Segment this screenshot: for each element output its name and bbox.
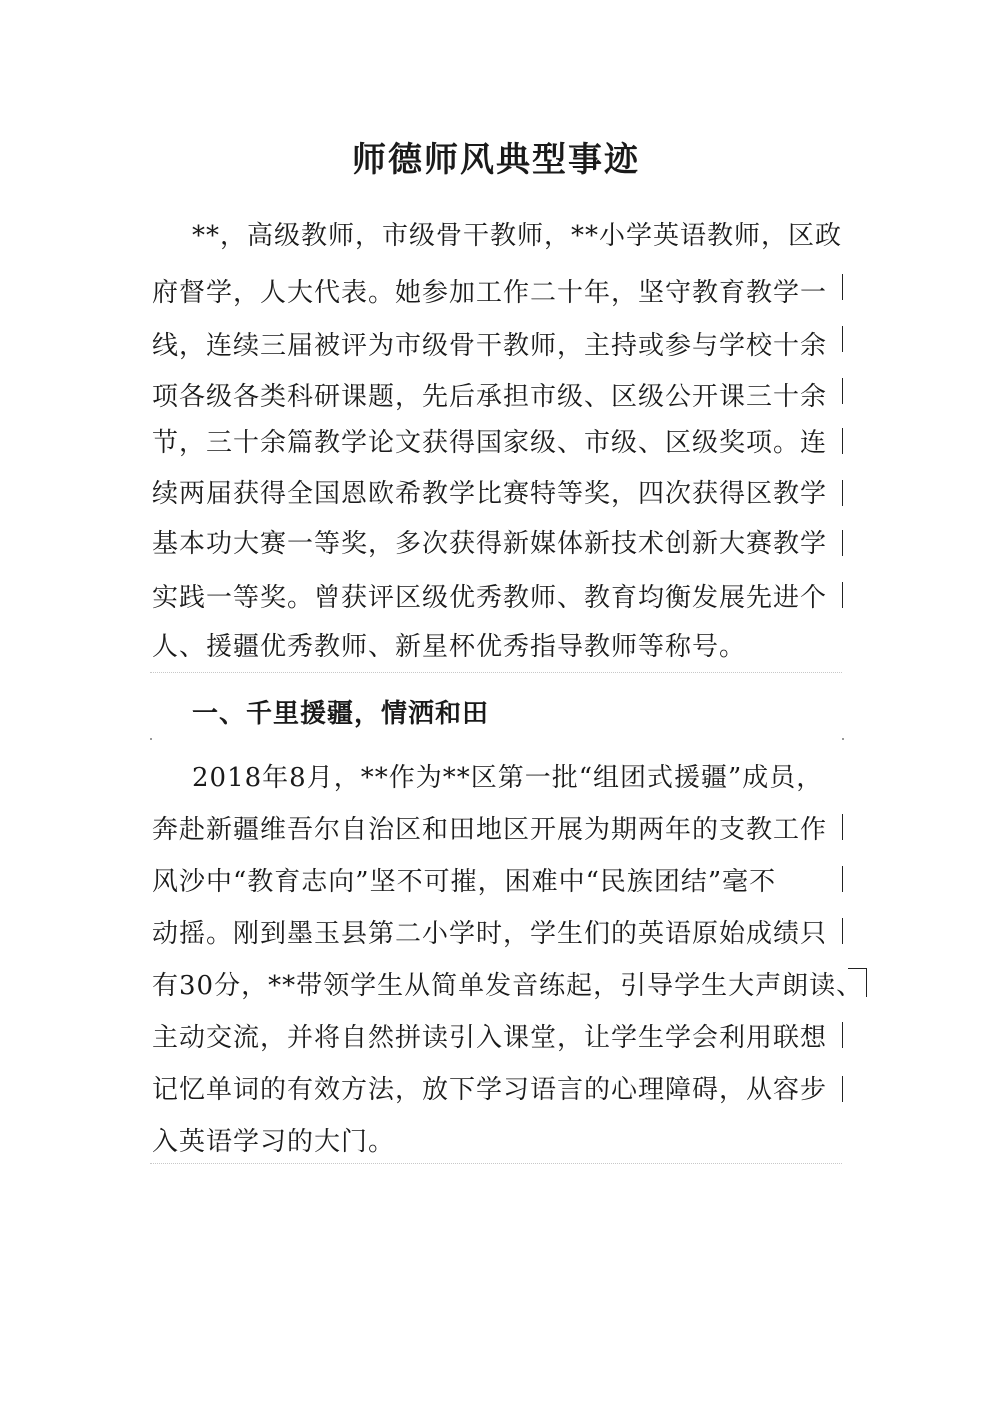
- paragraph-separator: [150, 1163, 842, 1164]
- margin-bar: [842, 814, 843, 840]
- section-line-4: 动摇。刚到墨玉县第二小学时，学生们的英语原始成绩只: [152, 919, 828, 949]
- section-line-5: 有30分，**带领学生从简单发音练起，引导学生大声朗读、: [152, 971, 864, 1001]
- section-line-6: 主动交流，并将自然拼读引入课堂，让学生学会利用联想: [152, 1023, 828, 1053]
- intro-line-1: **，高级教师，市级骨干教师，**小学英语教师，区政: [192, 221, 843, 251]
- intro-line-5: 节，三十余篇教学论文获得国家级、市级、区级奖项。连: [152, 428, 828, 458]
- margin-bar: [842, 866, 843, 892]
- margin-bar: [842, 1022, 843, 1048]
- margin-bar: [842, 1076, 843, 1102]
- section-line-3: 风沙中“教育志向”坚不可摧，困难中“民族团结”毫不: [152, 867, 777, 897]
- margin-bracket: [848, 968, 867, 997]
- margin-bar: [842, 274, 843, 300]
- margin-bar: [842, 480, 843, 506]
- margin-bar: [842, 428, 843, 454]
- margin-dot: [150, 738, 152, 740]
- paragraph-separator: [150, 672, 842, 673]
- section-line-1: 2018年8月，**作为**区第一批“组团式援疆”成员，: [192, 763, 824, 793]
- section-line-8: 入英语学习的大门。: [152, 1127, 396, 1157]
- margin-dot: [842, 738, 844, 740]
- intro-line-9: 人、援疆优秀教师、新星杯优秀指导教师等称号。: [152, 632, 747, 662]
- intro-line-8: 实践一等奖。曾获评区级优秀教师、教育均衡发展先进个: [152, 583, 828, 613]
- intro-line-2: 府督学，人大代表。她参加工作二十年，坚守教育教学一: [152, 278, 828, 308]
- intro-line-7: 基本功大赛一等奖，多次获得新媒体新技术创新大赛教学: [152, 529, 828, 559]
- section-line-2: 奔赴新疆维吾尔自治区和田地区开展为期两年的支教工作: [152, 815, 828, 845]
- intro-line-4: 项各级各类科研课题，先后承担市级、区级公开课三十余: [152, 382, 828, 412]
- margin-bar: [842, 918, 843, 944]
- margin-bar: [842, 530, 843, 556]
- intro-line-3: 线，连续三届被评为市级骨干教师，主持或参与学校十余: [152, 331, 828, 361]
- section-line-7: 记忆单词的有效方法，放下学习语言的心理障碍，从容步: [152, 1075, 828, 1105]
- section-heading: 一、千里援疆，情洒和田: [192, 699, 490, 729]
- margin-bar: [842, 378, 843, 404]
- document-title: 师德师风典型事迹: [352, 140, 640, 180]
- intro-line-6: 续两届获得全国恩欧希教学比赛特等奖，四次获得区教学: [152, 479, 828, 509]
- margin-bar: [842, 582, 843, 608]
- margin-bar: [842, 326, 843, 352]
